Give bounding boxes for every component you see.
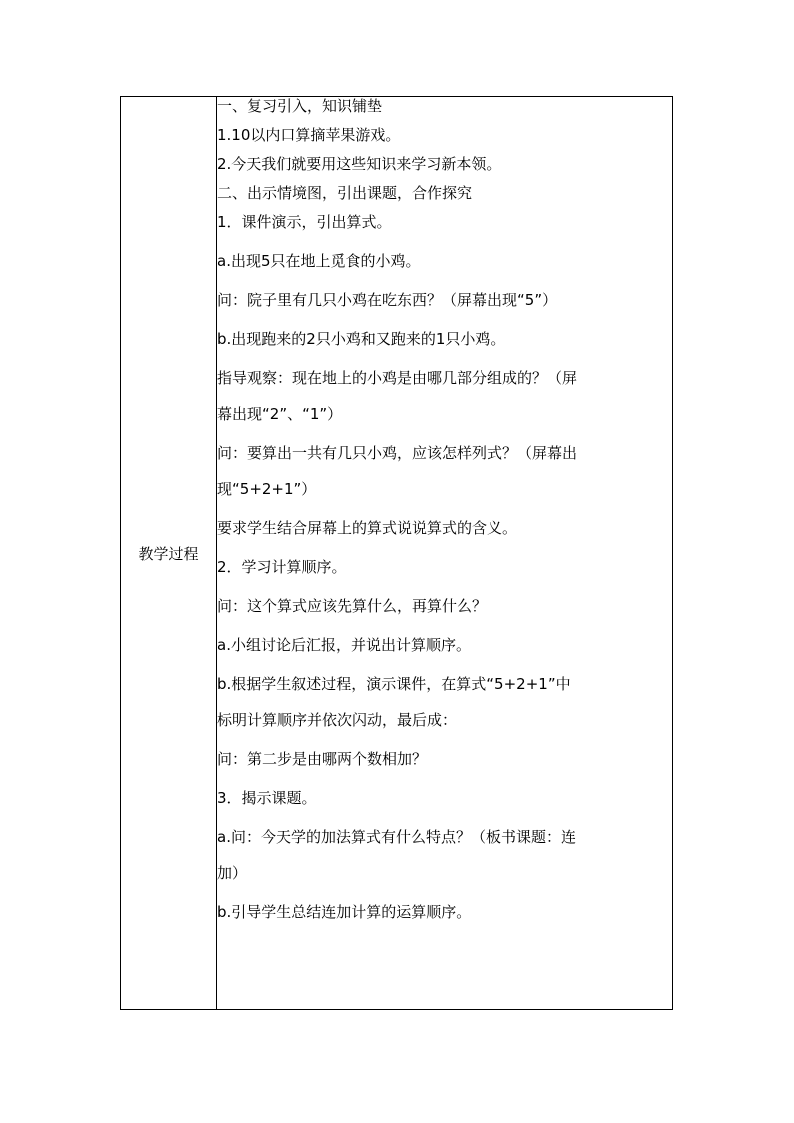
content-line: 问：院子里有几只小鸡在吃东西？（屏幕出现“5”） bbox=[217, 291, 558, 309]
content-line: 1.10以内口算摘苹果游戏。 bbox=[217, 126, 401, 144]
content-line: b.出现跑来的2只小鸡和又跑来的1只小鸡。 bbox=[217, 330, 506, 348]
lesson-plan-table bbox=[120, 96, 673, 1010]
content-cell bbox=[217, 97, 673, 1010]
row-label-cell bbox=[121, 97, 217, 1010]
content-line: a.小组讨论后汇报，并说出计算顺序。 bbox=[217, 636, 471, 654]
content-line: 3．揭示课题。 bbox=[217, 789, 317, 807]
content-line: 1．课件演示，引出算式。 bbox=[217, 213, 392, 231]
content-line: 2.今天我们就要用这些知识来学习新本领。 bbox=[217, 155, 502, 173]
content-line: b.引导学生总结连加计算的运算顺序。 bbox=[217, 903, 472, 921]
content-line: 标明计算顺序并依次闪动，最后成： bbox=[217, 711, 458, 729]
content-line: 问：要算出一共有几只小鸡，应该怎样列式？（屏幕出 bbox=[217, 444, 578, 462]
content-line: 指导观察：现在地上的小鸡是由哪几部分组成的？（屏 bbox=[217, 369, 578, 387]
content-line: 问：第二步是由哪两个数相加？ bbox=[217, 750, 428, 768]
content-line: 问：这个算式应该先算什么，再算什么？ bbox=[217, 597, 488, 615]
content-line: 现“5+2+1”） bbox=[217, 480, 317, 498]
content-line: 要求学生结合屏幕上的算式说说算式的含义。 bbox=[217, 519, 518, 537]
table-row bbox=[121, 97, 673, 1010]
content-line: 加） bbox=[217, 864, 248, 882]
row-label: 教学过程 bbox=[138, 544, 199, 563]
content-line: a.出现5只在地上觅食的小鸡。 bbox=[217, 252, 421, 270]
section-heading: 二、出示情境图，引出课题，合作探究 bbox=[217, 184, 473, 202]
section-heading: 一、复习引入，知识铺垫 bbox=[217, 97, 383, 115]
content-line: a.问：今天学的加法算式有什么特点？（板书课题：连 bbox=[217, 828, 576, 846]
content-line: b.根据学生叙述过程，演示课件，在算式“5+2+1”中 bbox=[217, 675, 571, 693]
content-line: 幕出现“2”、“1”） bbox=[217, 405, 343, 423]
content-line: 2．学习计算顺序。 bbox=[217, 558, 347, 576]
